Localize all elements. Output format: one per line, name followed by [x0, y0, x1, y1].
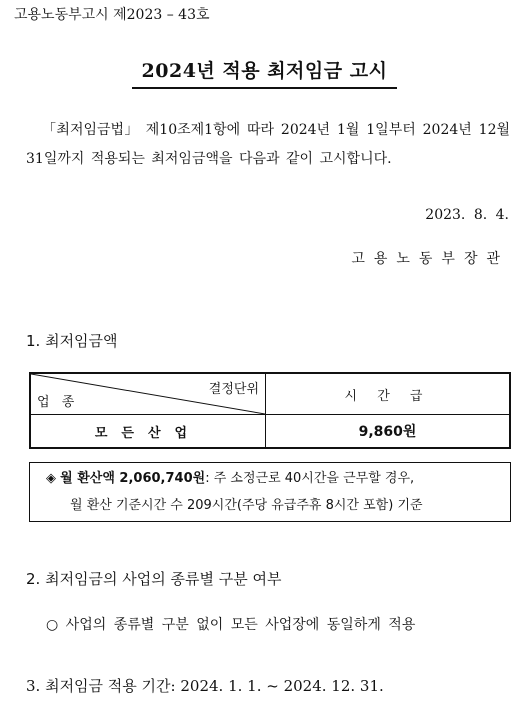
table-header-diagonal-cell	[30, 373, 266, 415]
issue-date: 2023. 8. 4.	[425, 207, 509, 223]
intro-paragraph: 「최저임금법」 제10조제1항에 따라 2024년 1월 1일부터 2024년 12월 31일까지 적용되는 최저임금액을 다음과 같이 고시합니다.	[26, 122, 510, 167]
row-industry: 모든산업	[30, 415, 266, 449]
notice-number: 고용노동부고시 제2023 – 43호	[14, 7, 210, 23]
header-hourly-wage: 시 간 급	[266, 373, 511, 415]
row-hourly-value: 9,860원	[266, 415, 511, 449]
table-header-row	[30, 373, 510, 415]
section2-item: ○ 사업의 종류별 구분 없이 모든 사업장에 동일하게 적용	[46, 617, 416, 633]
diamond-icon: ◈	[46, 471, 56, 486]
minimum-wage-table	[29, 372, 511, 449]
note-monthly-amount: 월 환산액 2,060,740원	[60, 471, 206, 486]
note-line-2: 월 환산 기준시간 수 209시간(주당 유급주휴 8시간 포함) 기준	[70, 498, 423, 513]
note-line1-rest: : 주 소정근로 40시간을 근무할 경우,	[205, 471, 415, 486]
issuer-name: 고용노동부장관	[351, 251, 509, 267]
page-title-wrapper	[0, 56, 529, 89]
header-industry: 업 종	[37, 395, 79, 410]
table-row	[30, 415, 510, 449]
section1-heading: 1. 최저임금액	[26, 332, 118, 350]
section3-heading: 3. 최저임금 적용 기간: 2024. 1. 1. ~ 2024. 12. 31.	[26, 677, 384, 695]
header-decision-unit: 결정단위	[208, 382, 259, 397]
page-title: 2024년 적용 최저임금 고시	[132, 56, 398, 89]
section2-heading: 2. 최저임금의 사업의 종류별 구분 여부	[26, 570, 282, 588]
note-line-1	[46, 465, 510, 492]
monthly-conversion-note	[29, 462, 511, 522]
